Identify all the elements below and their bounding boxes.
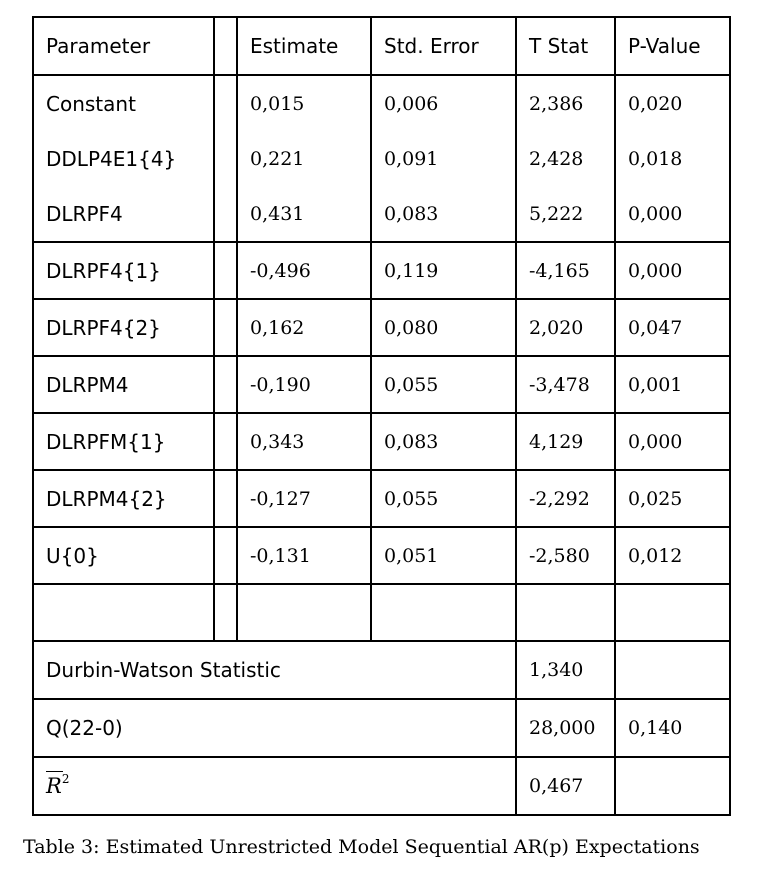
table-row — [33, 356, 730, 413]
row-std-error: 0,080 — [371, 299, 516, 356]
row-p-value: 0,025 — [615, 470, 730, 527]
row-std-error: 0,091 — [371, 131, 516, 186]
table-caption: Table 3: Estimated Unrestricted Model Sequential AR(p) Expectations — [23, 836, 700, 858]
header-t-stat: T Stat — [516, 17, 615, 75]
table-row — [33, 299, 730, 356]
table-row — [33, 75, 730, 131]
table-row — [33, 413, 730, 470]
header-parameter: Parameter — [33, 17, 214, 75]
empty-cell — [33, 584, 214, 641]
row-t-stat: 5,222 — [516, 186, 615, 242]
row-t-stat: 4,129 — [516, 413, 615, 470]
stat-t-stat: 0,467 — [516, 757, 615, 815]
row-parameter: DLRPFM{1} — [33, 413, 214, 470]
row-std-error: 0,006 — [371, 75, 516, 131]
empty-cell — [615, 584, 730, 641]
row-p-value: 0,047 — [615, 299, 730, 356]
row-parameter: DLRPM4 — [33, 356, 214, 413]
stat-row-r-squared — [33, 757, 730, 815]
row-estimate: -0,127 — [237, 470, 371, 527]
results-table-container — [32, 16, 729, 816]
row-parameter: DLRPM4{2} — [33, 470, 214, 527]
stat-label: Durbin-Watson Statistic — [33, 641, 516, 699]
row-t-stat: -3,478 — [516, 356, 615, 413]
r-bar-squared-symbol: $R^2$ — [46, 772, 70, 798]
table-row — [33, 527, 730, 584]
table-row — [33, 470, 730, 527]
stat-row-durbin-watson — [33, 641, 730, 699]
stat-p-value — [615, 757, 730, 815]
empty-cell — [214, 584, 237, 641]
row-t-stat: -4,165 — [516, 242, 615, 299]
row-std-error: 0,119 — [371, 242, 516, 299]
row-spacer — [214, 299, 237, 356]
row-parameter: Constant — [33, 75, 214, 131]
table-row — [33, 242, 730, 299]
stat-p-value — [615, 641, 730, 699]
row-t-stat: -2,292 — [516, 470, 615, 527]
row-p-value: 0,020 — [615, 75, 730, 131]
row-spacer — [214, 527, 237, 584]
row-estimate: 0,343 — [237, 413, 371, 470]
row-estimate: 0,162 — [237, 299, 371, 356]
row-parameter: U{0} — [33, 527, 214, 584]
empty-row — [33, 584, 730, 641]
stat-p-value: 0,140 — [615, 699, 730, 757]
row-t-stat: -2,580 — [516, 527, 615, 584]
row-parameter: DLRPF4 — [33, 186, 214, 242]
row-spacer — [214, 131, 237, 186]
row-spacer — [214, 186, 237, 242]
empty-cell — [516, 584, 615, 641]
row-t-stat: 2,386 — [516, 75, 615, 131]
table-header-row — [33, 17, 730, 75]
row-std-error: 0,083 — [371, 413, 516, 470]
stat-row-q — [33, 699, 730, 757]
stat-t-stat: 28,000 — [516, 699, 615, 757]
row-estimate: 0,015 — [237, 75, 371, 131]
stat-label-rbar — [33, 757, 516, 815]
row-p-value: 0,001 — [615, 356, 730, 413]
empty-cell — [371, 584, 516, 641]
row-p-value: 0,012 — [615, 527, 730, 584]
row-std-error: 0,051 — [371, 527, 516, 584]
row-estimate: -0,131 — [237, 527, 371, 584]
empty-cell — [237, 584, 371, 641]
row-t-stat: 2,428 — [516, 131, 615, 186]
header-std-error: Std. Error — [371, 17, 516, 75]
results-table — [32, 16, 731, 816]
row-spacer — [214, 470, 237, 527]
header-p-value: P-Value — [615, 17, 730, 75]
row-spacer — [214, 75, 237, 131]
row-estimate: -0,496 — [237, 242, 371, 299]
row-parameter: DDLP4E1{4} — [33, 131, 214, 186]
row-std-error: 0,083 — [371, 186, 516, 242]
stat-label: Q(22-0) — [33, 699, 516, 757]
row-spacer — [214, 413, 237, 470]
table-row — [33, 186, 730, 242]
row-std-error: 0,055 — [371, 470, 516, 527]
row-parameter: DLRPF4{1} — [33, 242, 214, 299]
header-estimate: Estimate — [237, 17, 371, 75]
row-estimate: -0,190 — [237, 356, 371, 413]
header-spacer — [214, 17, 237, 75]
row-estimate: 0,431 — [237, 186, 371, 242]
row-p-value: 0,000 — [615, 242, 730, 299]
row-std-error: 0,055 — [371, 356, 516, 413]
row-p-value: 0,018 — [615, 131, 730, 186]
row-parameter: DLRPF4{2} — [33, 299, 214, 356]
row-spacer — [214, 242, 237, 299]
row-p-value: 0,000 — [615, 186, 730, 242]
table-row — [33, 131, 730, 186]
row-spacer — [214, 356, 237, 413]
row-t-stat: 2,020 — [516, 299, 615, 356]
stat-t-stat: 1,340 — [516, 641, 615, 699]
row-estimate: 0,221 — [237, 131, 371, 186]
row-p-value: 0,000 — [615, 413, 730, 470]
